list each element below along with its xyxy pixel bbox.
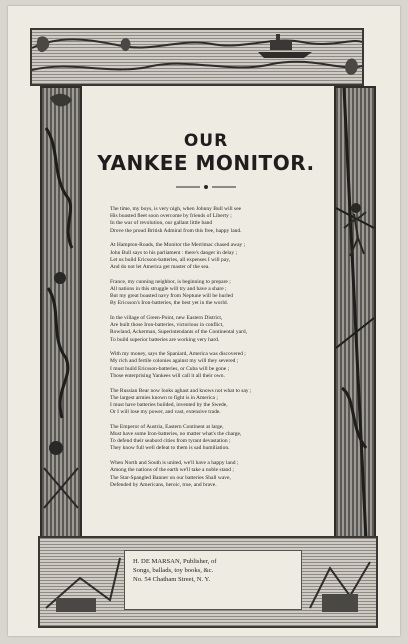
lyric-line: The Russian Bear now looks aghast and knows not what to say ; [110,387,252,394]
stanza [110,460,332,489]
top-banner-engraving [30,28,364,86]
imprint-line: Songs, ballads, toy books, &c. [133,567,214,574]
left-pillar-engraving [40,86,82,542]
stanza [110,315,332,344]
lyric-line: But my great boasted navy from Neptune will be hurled [110,293,233,300]
lyric-line: France, my cunning neighbor, is beginning to prepare ; [110,278,231,285]
lyric-line: I must have batteries builded, invented by the Swede, [110,401,228,408]
stanza [110,388,332,417]
title-line-1: OUR [183,131,229,151]
lyric-line: Those enterprising Yankees will call it all their own. [110,372,225,379]
song-lyrics [110,206,332,497]
lyric-line: I must build Ericsson-batteries, or Cuba will be gone ; [110,365,230,372]
lyric-line: They know full well defeat to them is sad humiliation. [110,445,230,452]
title-block [80,131,332,194]
sailor-on-mast-icon [336,88,374,540]
lyric-line: Let us build Ericsson-batteries, all expenses I will pay, [110,256,231,263]
lyric-line: To build superior batteries are working very hard. [110,336,220,343]
stanza [110,242,332,271]
lyric-line: Must have some Iron-batteries, no matter what's the charge, [110,431,242,438]
lyric-line: At Hampton-Roads, the Monitor the Merrimac chased away ; [110,242,246,249]
lyric-line: The largest armies known to fight is in America ; [110,394,218,401]
stanza [110,424,332,453]
lyric-line: The time, my boys, is very nigh, when Johnny Bull will see [110,206,242,212]
lyric-line: In the village of Green-Point, new Eastern District, [110,314,223,321]
lyric-line: The Emperor of Austria, Eastern Continent at large, [110,423,224,430]
imprint-line: No. 54 Chatham Street, N. Y. [133,576,211,583]
lyric-line: Are built those Iron-batteries, victorious in conflict, [110,322,224,329]
battle-scene-icon [42,88,80,540]
right-pillar-engraving [334,86,376,542]
lyric-line: Or I will lose my power, and vast, extensive trade. [110,409,221,416]
stanza [110,206,332,235]
lyric-line: Rowland, Ackerman, Superintendants of the Continental yard, [110,329,248,336]
lyric-line: The Star-Spangled Banner on our batteries Shall wave, [110,474,231,481]
lyric-line: In the war of revolution, our gallant little band [110,220,213,227]
lyric-line: With my money, says the Spaniard, America was discovered ; [110,351,246,358]
lyric-line: By Ericsson's Iron-batteries, the best yet in the world. [110,300,228,307]
lyric-line: To defend their seabord cities from tyrant devastation ; [110,438,231,445]
lyric-line: Defended by Americans, heroic, true, and brave. [110,481,217,488]
lyric-line: Drove the proud British Admiral from this free, happy land. [110,227,242,234]
stanza [110,351,332,380]
footer-engraving [38,536,378,628]
title-line-2: YANKEE MONITOR. [97,151,315,175]
lyric-line: Among the nations of the earth we'll take a noble stand ; [110,467,234,474]
ornamental-rule [176,184,236,190]
lyric-line: And do not let America get master of the sea. [110,263,210,270]
lyric-line: John Bull says to his parliament : there's danger in delay ; [110,249,238,256]
lyric-line: His boasted fleet soon overcome by friends of Liberty ; [110,213,232,220]
monitor-ship-icon [32,30,362,84]
lyric-line: All nations in this struggle will try and have a share ; [110,285,227,292]
lyric-line: When North and South is united, we'll have a happy land ; [110,460,239,467]
broadside-sheet [8,6,400,636]
stanza [110,279,332,308]
publisher-imprint [124,550,302,610]
imprint-line: H. DE MARSAN, Publisher, of [133,558,217,565]
lyric-line: My rich and fertile colonies against my will they severed ; [110,358,239,365]
